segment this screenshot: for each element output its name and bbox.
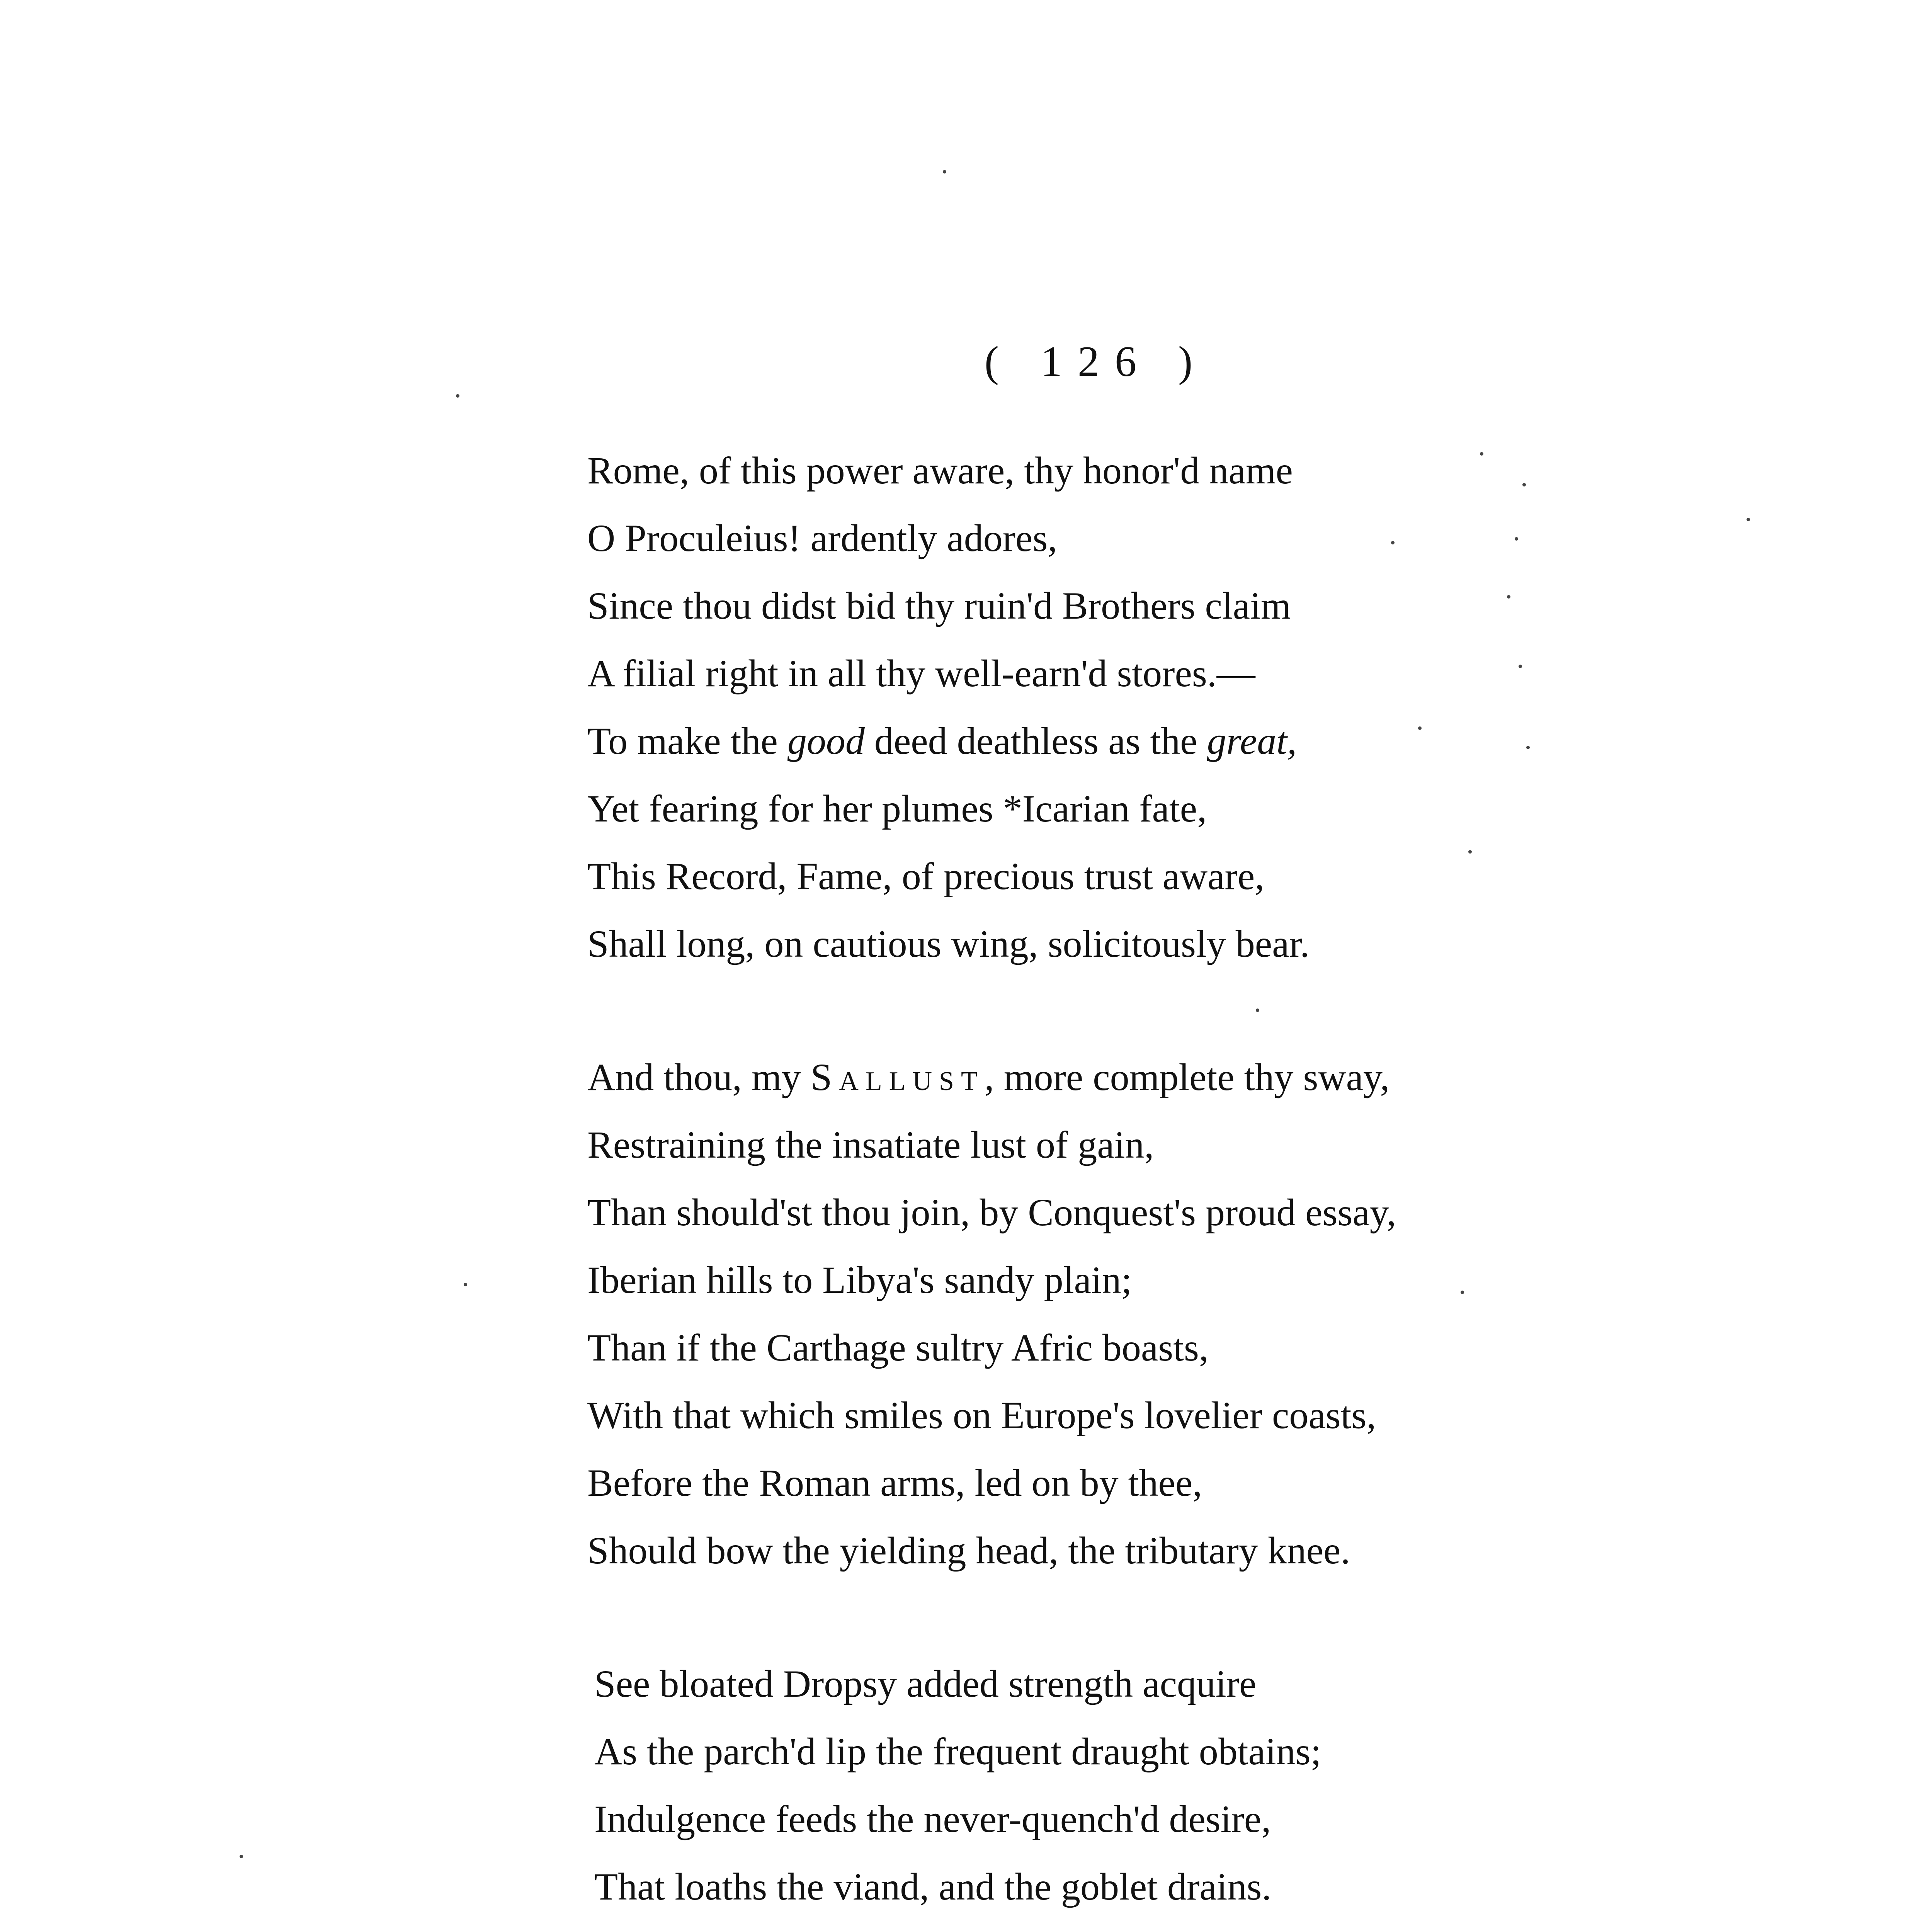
verse-line: See bloated Dropsy added strength acquire [594,1662,1257,1705]
verse-line: Before the Roman arms, led on by thee, [587,1461,1202,1504]
paper-speck [456,394,459,398]
paper-speck [1468,850,1472,854]
verse-text: , more complete thy sway, [984,1056,1390,1099]
paper-speck [1391,541,1395,544]
verse-italic-text: great, [1207,719,1297,762]
paper-speck [1515,537,1518,541]
verse-line: Restraining the insatiate lust of gain, [587,1123,1154,1166]
verse-text: To make the [587,719,787,762]
paper-speck [1418,726,1422,730]
page-number: ( 126 ) [984,338,1208,386]
verse-line: O Proculeius! ardently adores, [587,517,1058,560]
verse-line: This Record, Fame, of precious trust aware, [587,855,1265,898]
verse-text: deed deathless as the [864,719,1207,762]
paper-speck [1526,746,1530,749]
verse-line: Than if the Carthage sultry Afric boasts, [587,1326,1209,1369]
paper-speck [1519,665,1522,668]
paper-speck [1507,595,1510,599]
stanza-1 [587,437,1310,978]
verse-line: Iberian hills to Libya's sandy plain; [587,1259,1132,1301]
stanza-2 [587,1043,1396,1584]
verse-line: Since thou didst bid thy ruin'd Brothers claim [587,584,1291,627]
verse-line: Shall long, on cautious wing, solicitously bear. [587,922,1310,965]
verse-line: As the parch'd lip the frequent draught obtains; [594,1730,1321,1773]
verse-line: A filial right in all thy well-earn'd stores.— [587,652,1255,695]
paper-speck [240,1855,243,1858]
verse-line: Rome, of this power aware, thy honor'd name [587,449,1293,492]
verse-small-caps-name: Sallust [810,1056,985,1099]
verse-line: Than should'st thou join, by Conquest's proud essay, [587,1191,1396,1234]
paper-speck [1522,483,1526,486]
verse-text: And thou, my [587,1056,811,1099]
verse-line [587,707,1310,775]
paper-speck [1461,1291,1464,1294]
stanza-3 [587,1650,1321,1920]
verse-line: With that which smiles on Europe's lovelier coasts, [587,1394,1376,1437]
paper-speck [1256,1009,1259,1012]
verse-italic-text: good [787,719,865,762]
verse-line [587,1043,1396,1111]
verse-line: Indulgence feeds the never-quench'd desire, [594,1798,1271,1840]
verse-line: Should bow the yielding head, the tributary knee. [587,1529,1350,1572]
verse-line: That loaths the viand, and the goblet drains. [594,1865,1272,1908]
verse-line: Yet fearing for her plumes *Icarian fate, [587,787,1207,830]
paper-speck [1747,518,1750,521]
paper-speck [943,170,946,173]
paper-speck [464,1283,467,1286]
paper-speck [1480,452,1483,456]
